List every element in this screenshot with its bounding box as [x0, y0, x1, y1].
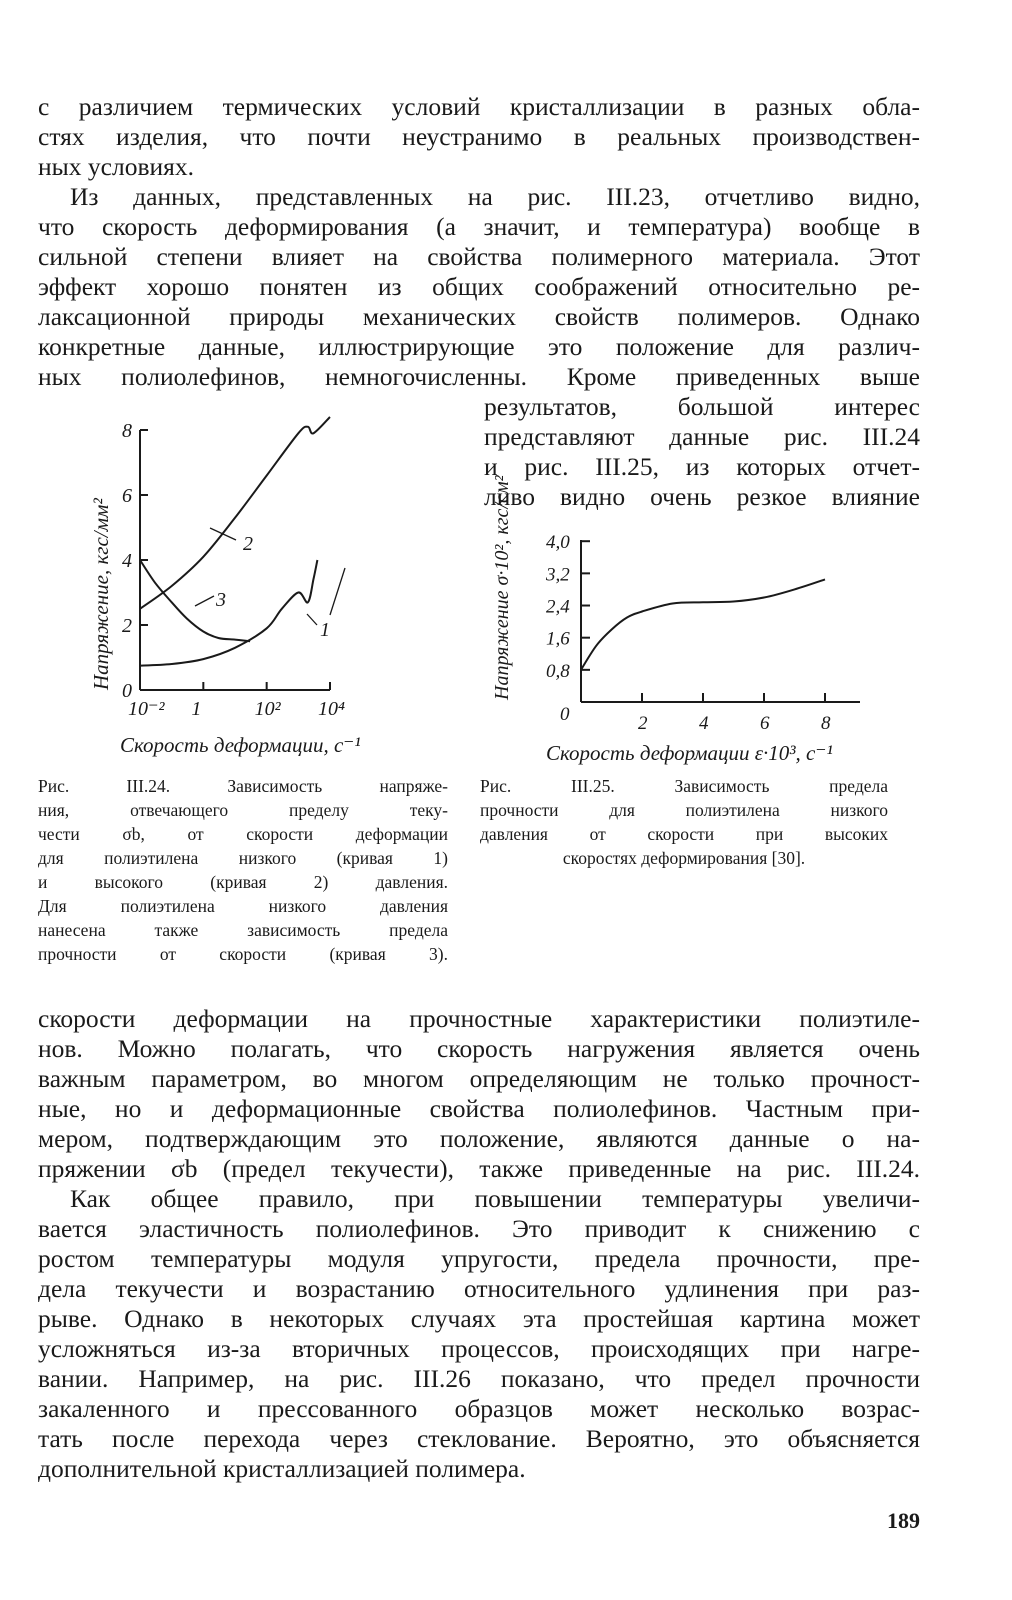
y-tick-label: 0	[122, 680, 132, 702]
text-line: представляют данные рис. III.24	[484, 422, 920, 451]
y-axis-title: Напряжение σ·10², кгс/см²	[491, 475, 513, 700]
text-line: скорости деформации на прочностные характеристики полиэтиле-	[38, 1004, 920, 1033]
y-tick-label: 2,4	[546, 596, 570, 618]
y-tick-label: 1,6	[546, 628, 570, 650]
caption-line: Рис. III.25. Зависимость предела	[480, 776, 888, 796]
text-line: ных условиях.	[38, 152, 194, 181]
x-tick-label: 1	[191, 698, 202, 720]
caption-line: ния, отвечающего пределу теку-	[38, 800, 448, 820]
text-line: усложняться из-за вторичных процессов, происходящих при нагре-	[38, 1334, 920, 1363]
text-line: стях изделия, что почти неустранимо в реальных производствен-	[38, 122, 920, 151]
y-tick-label: 2	[122, 615, 132, 637]
caption-line: давления от скорости при высоких	[480, 824, 888, 844]
x-tick-label: 2	[638, 713, 648, 734]
x-tick-label: 10⁴	[318, 698, 345, 720]
curve	[581, 579, 825, 669]
x-tick-label: 6	[760, 713, 770, 734]
curve-label-1: 1	[320, 619, 330, 641]
y-axis-title: Напряжение, кгс/мм²	[89, 498, 113, 690]
curve-label-3: 3	[216, 589, 226, 611]
text-line: ных полиолефинов, немногочисленны. Кроме приведенных выше	[38, 362, 920, 391]
text-line: вании. Например, на рис. III.26 показано, что предел прочности	[38, 1364, 920, 1393]
caption-line: прочности от скорости (кривая 3).	[38, 944, 448, 964]
text-line: результатов, большой интерес	[484, 392, 920, 421]
text-line: нов. Можно полагать, что скорость нагружения является очень	[38, 1034, 920, 1063]
text-line: лаксационной природы механических свойств полимеров. Однако	[38, 302, 920, 331]
y-tick-label: 3,2	[546, 564, 570, 586]
x-tick-label: 4	[699, 713, 709, 734]
x-tick-label: 10⁻²	[128, 698, 165, 720]
caption-line: нанесена также зависимость предела	[38, 920, 448, 940]
text-line: ливо видно очень резкое влияние	[484, 482, 920, 511]
text-line: с различием термических условий кристаллизации в разных обла-	[38, 92, 920, 121]
text-line: мером, подтверждающим это положение, являются данные о на-	[38, 1124, 920, 1153]
caption-line: для полиэтилена низкого (кривая 1)	[38, 848, 448, 868]
text-line: ные, но и деформационные свойства полиолефинов. Частным при-	[38, 1094, 920, 1123]
caption-line: Для полиэтилена низкого давления	[38, 896, 448, 916]
page-number: 189	[887, 1508, 920, 1533]
text-line: закаленного и прессованного образцов может несколько возрас-	[38, 1394, 920, 1423]
caption-line: Рис. III.24. Зависимость напряже-	[38, 776, 448, 796]
text-line: сильной степени влияет на свойства полимерного материала. Этот	[38, 242, 920, 271]
text-line: что скорость деформирования (а значит, и температура) вообще в	[38, 212, 920, 241]
y-tick-label: 6	[122, 485, 132, 507]
text-line: эффект хорошо понятен из общих соображений относительно ре-	[38, 272, 920, 301]
caption-line: прочности для полиэтилена низкого	[480, 800, 888, 820]
caption-line: и высокого (кривая 2) давления.	[38, 872, 448, 892]
x-tick-label: 10²	[254, 698, 281, 720]
x-tick-label: 8	[821, 713, 831, 734]
curve-label-2: 2	[243, 533, 253, 555]
origin-label: 0	[560, 704, 570, 725]
text-line: вается эластичность полиолефинов. Это приводит к снижению с	[38, 1214, 920, 1243]
x-axis-title: Скорость деформации ε·10³, с⁻¹	[546, 741, 833, 765]
x-axis-title: Скорость деформации, с⁻¹	[120, 733, 361, 757]
y-tick-label: 4,0	[546, 532, 570, 554]
text-line: тать после перехода через стеклование. Вероятно, это объясняется	[38, 1424, 920, 1453]
text-line: ростом температуры модуля упругости, предела прочности, пре-	[38, 1244, 920, 1273]
y-tick-label: 8	[122, 420, 132, 442]
caption-line: чести σb, от скорости деформации	[38, 824, 448, 844]
text-line: Из данных, представленных на рис. III.23, отчетливо видно,	[70, 182, 920, 211]
caption-line: скоростях деформирования [30].	[562, 848, 806, 868]
text-line: дополнительной кристаллизацией полимера.	[38, 1454, 526, 1483]
text-line: важным параметром, во многом определяющим не только прочност-	[38, 1064, 920, 1093]
text-line: и рис. III.25, из которых отчет-	[484, 452, 920, 481]
text-line: рыве. Однако в некоторых случаях эта простейшая картина может	[38, 1304, 920, 1333]
y-tick-label: 4	[122, 550, 132, 572]
text-line: дела текучести и возрастанию относительного удлинения при раз-	[38, 1274, 920, 1303]
text-line: пряжении σb (предел текучести), также приведенные на рис. III.24.	[38, 1154, 920, 1183]
y-tick-label: 0,8	[546, 660, 570, 682]
text-line: Как общее правило, при повышении температуры увеличи-	[70, 1184, 920, 1213]
text-line: конкретные данные, иллюстрирующие это положение для различ-	[38, 332, 920, 361]
